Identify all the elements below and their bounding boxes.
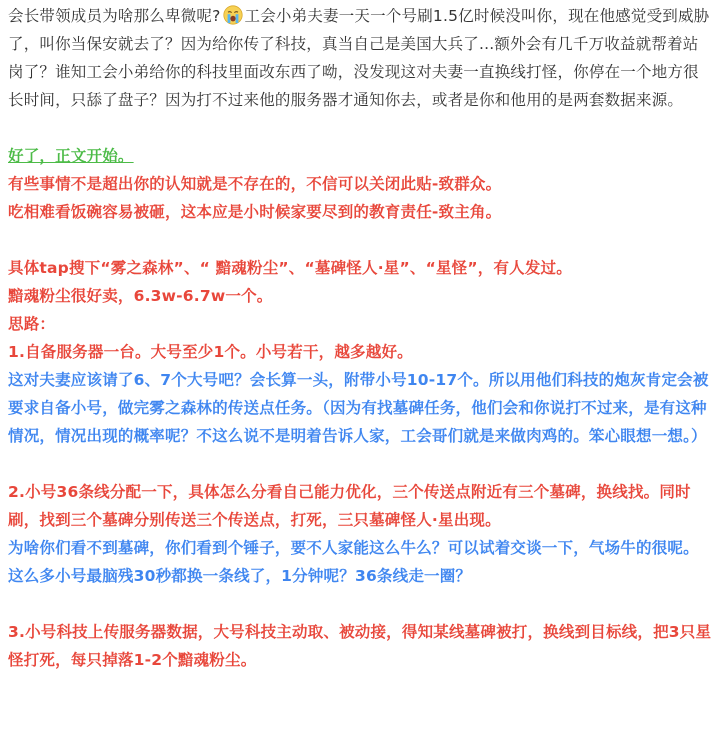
step-3-title: 3.小号科技上传服务器数据，大号科技主动取、被动接，得知某线墓碑被打，换线到目标线，把3只星怪打死，每只掉落1-2个黯魂粉尘。 xyxy=(8,623,712,669)
crying-face-icon xyxy=(223,5,243,25)
intro-text-start: 会长带领成员为啥那么卑微呢? xyxy=(8,7,221,25)
intro-paragraph xyxy=(8,2,712,114)
step-1-title: 1.自备服务器一台。大号至少1个。小号若干，越多越好。 xyxy=(8,343,413,361)
price-line: 黯魂粉尘很好卖，6.3w-6.7w一个。 xyxy=(8,287,273,305)
intro-text-rest: 工会小弟夫妻一天一个号刷1.5亿时候没叫你，现在他感觉受到威胁了，叫你当保安就去了？因为给你传了科技，真当自己是美国大兵了...额外会有几千万收益就帮着站岗了？谁知工会小弟给你的科技里面改东西了呦，没发现这对夫妻一直换线打怪，你停在一个地方很长时间，只舔了盘子？因为打不过来他的服务器才通知你去，或者是你和他用的是两套数据来源。 xyxy=(8,7,710,109)
start-heading-text: 好了，正文开始。 xyxy=(8,147,134,165)
step-2-title: 2.小号36条线分配一下，具体怎么分看自己能力优化，三个传送点附近有三个墓碑，换线找。同时刷，找到三个墓碑分别传送三个传送点，打死，三只墓碑怪人·星出现。 xyxy=(8,483,691,529)
step-2-detail: 为啥你们看不到墓碑，你们看到个锤子，要不人家能这么牛么？可以试着交谈一下，气场牛的很呢。这么多小号最脑残30秒都换一条线了，1分钟呢？36条线走一圈？ xyxy=(8,539,699,585)
spacer xyxy=(8,590,712,618)
warning-line-2: 吃相难看饭碗容易被砸，这本应是小时候家要尽到的教育责任-致主角。 xyxy=(8,203,502,221)
start-heading xyxy=(8,142,712,170)
warning-line-1: 有些事情不是超出你的认知就是不存在的，不信可以关闭此贴-致群众。 xyxy=(8,175,502,193)
spacer xyxy=(8,226,712,254)
search-hint-line: 具体tap搜下“雾之森林”、“ 黯魂粉尘”、“墓碑怪人·星”、“星怪”，有人发过。 xyxy=(8,259,572,277)
spacer xyxy=(8,450,712,478)
spacer xyxy=(8,114,712,142)
step-1-detail: 这对夫妻应该请了6、7个大号吧？会长算一头，附带小号10-17个。所以用他们科技的炮灰肯定会被要求自备小号，做完雾之森林的传送点任务。（因为有找墓碑任务，他们会和你说打不过来，是有这种情况，情况出现的概率呢？不这么说不是明着告诉人家，工会哥们就是来做肉鸡的。笨心眼想一想。） xyxy=(8,371,709,445)
approach-heading: 思路： xyxy=(8,315,56,333)
